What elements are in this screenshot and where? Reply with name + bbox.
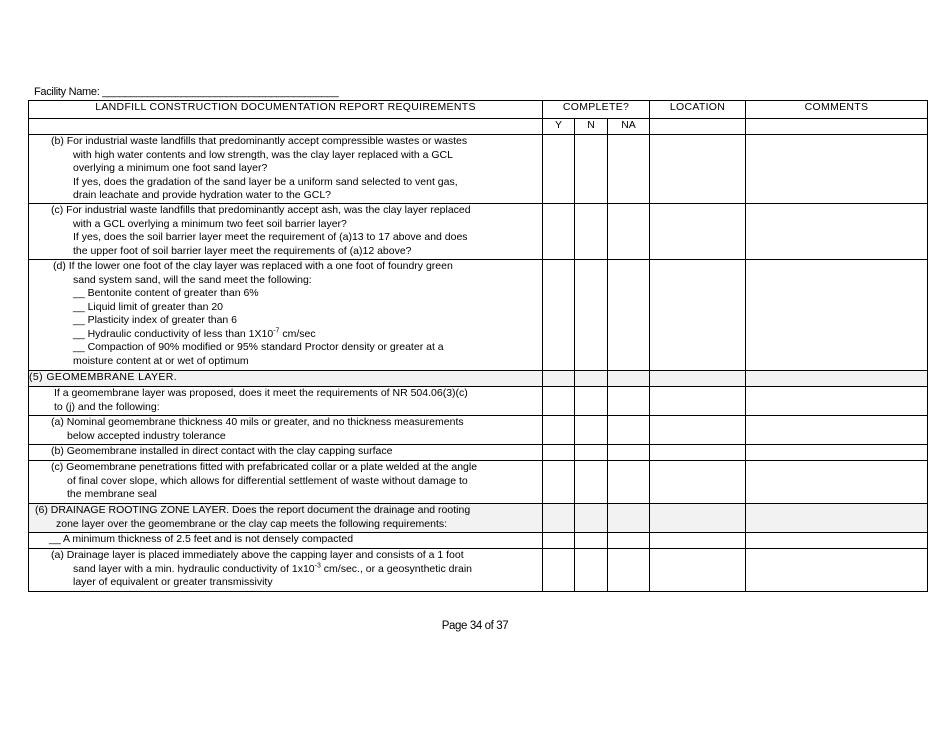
cell-na[interactable] <box>608 461 650 504</box>
cell-location[interactable] <box>650 135 746 204</box>
cell-location[interactable] <box>650 387 746 416</box>
cell-comments[interactable] <box>746 533 928 549</box>
cell-comments[interactable] <box>746 445 928 461</box>
requirement-d: (d) If the lower one foot of the clay layer was replaced with a one foot of foundry green sand system sand, will the sand meet the following: __ Bentonite content of greater than 6% __ Liquid limit of greater than 20 __ Plasticity index of greater than 6 __ Hydraulic conductivity of less than $1X10^{-7}$ cm/sec __ Compaction of 90% modified or 95% standard Proctor density or greater at a moisture content at or wet of optimum <box>29 260 543 371</box>
table-row <box>29 533 928 549</box>
header-n: N <box>575 119 608 135</box>
requirement-b: (b) For industrial waste landfills that predominantly accept compressible wastes or wastes with high water contents and low strength, was the clay layer replaced with a GCL overlying a minimum one foot sand layer? If yes, does the gradation of the sand layer be a uniform sand selected to vent gas, drain leachate and provide hydration water to the GCL? <box>29 135 543 204</box>
facility-name-field[interactable] <box>34 86 338 98</box>
cell-location[interactable] <box>650 445 746 461</box>
requirement-geo-a: (a) Nominal geomembrane thickness 40 mils or greater, and no thickness measurements below accepted industry tolerance <box>29 416 543 445</box>
table-row <box>29 549 928 592</box>
cell-na[interactable] <box>608 135 650 204</box>
table-row <box>29 461 928 504</box>
table-row <box>29 135 928 204</box>
facility-name-line: __________________________________________ <box>102 86 339 98</box>
cell-n[interactable] <box>575 416 608 445</box>
requirement-geo-c: (c) Geomembrane penetrations fitted with prefabricated collar or a plate welded at the angle of final cover slope, which allows for differential settlement of waste without damage to the membrane seal <box>29 461 543 504</box>
cell-n[interactable] <box>575 204 608 260</box>
section-row-geomembrane <box>29 371 928 387</box>
cell-location[interactable] <box>650 260 746 371</box>
page-number: Page 34 of 37 <box>441 620 509 632</box>
requirement-c: (c) For industrial waste landfills that predominantly accept ash, was the clay layer replaced with a GCL overlying a minimum two feet soil barrier layer? If yes, does the soil barrier layer meet the requirement of (a)13 to 17 above and does the upper foot of soil barrier layer meet the requirements of (a)12 above? <box>29 204 543 260</box>
cell-y[interactable] <box>543 387 575 416</box>
cell-n[interactable] <box>575 260 608 371</box>
cell-y[interactable] <box>543 260 575 371</box>
header-na: NA <box>608 119 650 135</box>
cell-comments[interactable] <box>746 461 928 504</box>
cell-y[interactable] <box>543 204 575 260</box>
cell-y[interactable] <box>543 416 575 445</box>
cell-location[interactable] <box>650 549 746 592</box>
cell-na[interactable] <box>608 260 650 371</box>
cell-na[interactable] <box>608 416 650 445</box>
cell-n[interactable] <box>575 387 608 416</box>
header-complete: COMPLETE? <box>543 101 650 119</box>
cell-y[interactable] <box>543 461 575 504</box>
cell-n[interactable] <box>575 549 608 592</box>
table-row <box>29 445 928 461</box>
header-requirements: LANDFILL CONSTRUCTION DOCUMENTATION REPORT REQUIREMENTS <box>29 101 543 119</box>
cell-comments[interactable] <box>746 416 928 445</box>
cell-na[interactable] <box>608 445 650 461</box>
facility-name-label: Facility Name: <box>34 86 100 98</box>
section-row-drainage <box>29 504 928 533</box>
table-row <box>29 260 928 371</box>
cell-n[interactable] <box>575 461 608 504</box>
section-drainage: (6) DRAINAGE ROOTING ZONE LAYER. Does the report document the drainage and rooting zone layer over the geomembrane or the clay cap meets the following requirements: <box>29 504 543 533</box>
cell-location[interactable] <box>650 204 746 260</box>
cell-y[interactable] <box>543 533 575 549</box>
section-geomembrane: (5) GEOMEMBRANE LAYER. <box>29 371 543 387</box>
table-row <box>29 416 928 445</box>
header-comments: COMMENTS <box>746 101 928 119</box>
header-location: LOCATION <box>650 101 746 119</box>
cell-comments[interactable] <box>746 549 928 592</box>
cell-na[interactable] <box>608 533 650 549</box>
cell-comments[interactable] <box>746 387 928 416</box>
cell-location[interactable] <box>650 533 746 549</box>
table-header-row <box>29 101 928 119</box>
cell-y[interactable] <box>543 445 575 461</box>
table-subheader-row <box>29 119 928 135</box>
table-row <box>29 387 928 416</box>
cell-comments[interactable] <box>746 135 928 204</box>
cell-n[interactable] <box>575 533 608 549</box>
cell-na[interactable] <box>608 549 650 592</box>
cell-location[interactable] <box>650 461 746 504</box>
table-row <box>29 204 928 260</box>
requirements-table <box>28 100 928 592</box>
cell-n[interactable] <box>575 135 608 204</box>
cell-na[interactable] <box>608 204 650 260</box>
requirement-drain-min: __ A minimum thickness of 2.5 feet and is not densely compacted <box>29 533 543 549</box>
cell-comments[interactable] <box>746 260 928 371</box>
requirement-drain-a: (a) Drainage layer is placed immediately above the capping layer and consists of a 1 foot sand layer with a min. hydraulic conductivity of $1x10^{-3}$ cm/sec., or a geosynthetic drain layer of equivalent or greater transmissivity <box>29 549 543 592</box>
header-y: Y <box>543 119 575 135</box>
cell-na[interactable] <box>608 387 650 416</box>
cell-y[interactable] <box>543 135 575 204</box>
cell-location[interactable] <box>650 416 746 445</box>
requirement-geo-b: (b) Geomembrane installed in direct contact with the clay capping surface <box>29 445 543 461</box>
requirement-geo-intro: If a geomembrane layer was proposed, does it meet the requirements of NR 504.06(3)(c) to (j) and the following: <box>29 387 543 416</box>
cell-y[interactable] <box>543 549 575 592</box>
cell-n[interactable] <box>575 445 608 461</box>
cell-comments[interactable] <box>746 204 928 260</box>
